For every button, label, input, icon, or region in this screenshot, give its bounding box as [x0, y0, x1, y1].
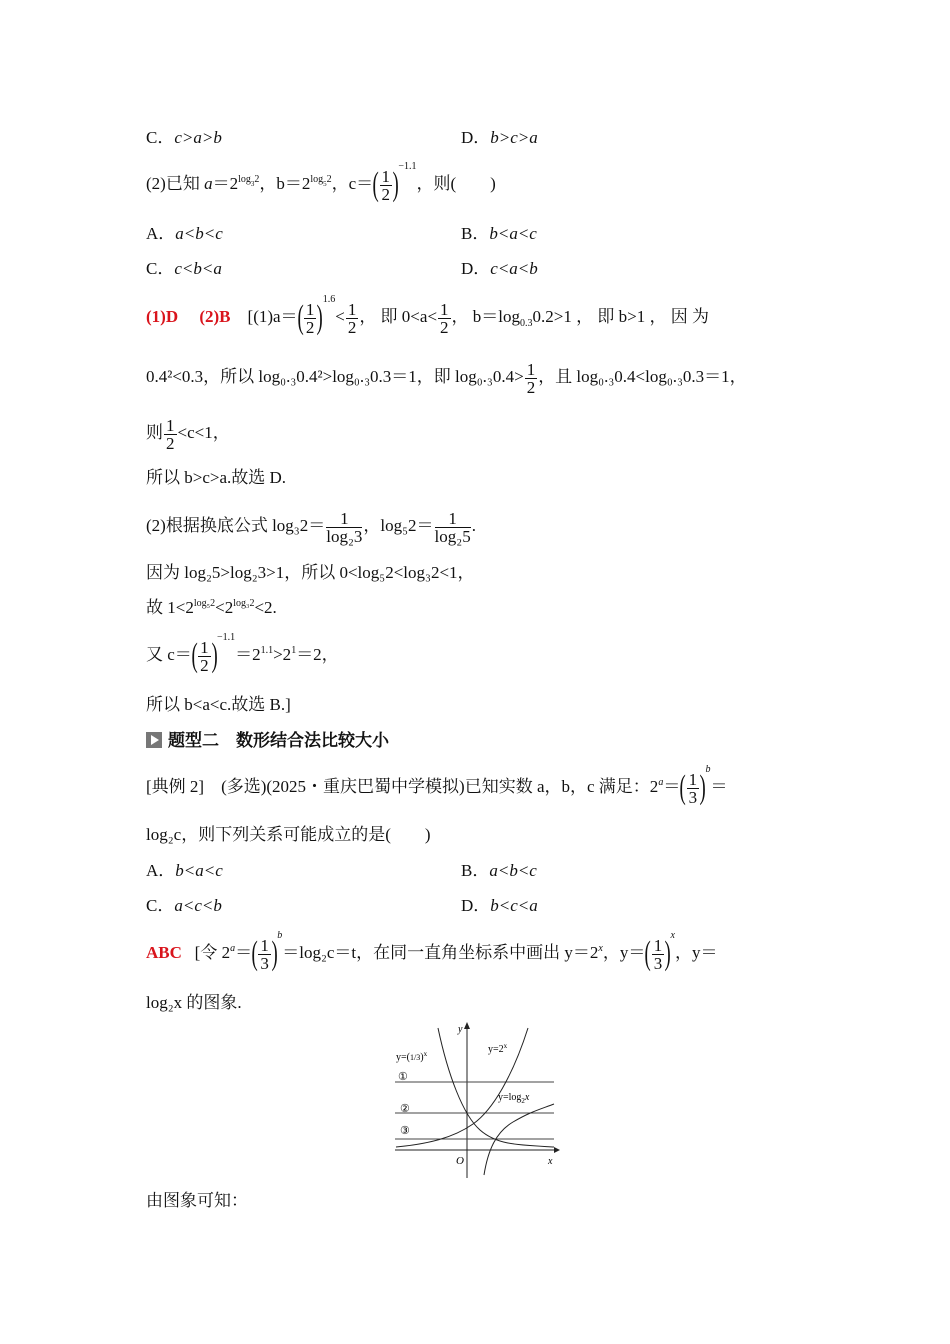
solution-line-5: (2)根据换底公式 log₃2＝ $\frac{1}{\text{log₂3}}$ ，log₅2＝ $\frac{1}{\text{log₂5}}$ . — [146, 508, 476, 546]
solution-line-7: 故 $1<2^{log_52}<2^{log_32}<2$. — [146, 598, 277, 617]
function-graph — [388, 1020, 560, 1180]
label-log2-x: $y=\log_2x$ — [498, 1092, 530, 1105]
y-axis-arrow — [464, 1022, 470, 1029]
origin-label: O — [456, 1155, 464, 1167]
x-axis-arrow — [554, 1147, 560, 1153]
ex2-option-d: D．b<c<a — [461, 896, 538, 915]
section-header: 题型二 数形结合法比较大小 — [146, 730, 389, 752]
solution-line-6: 因为 log₂5>log₂3>1，所以 0<log₅2<log₃2<1， — [146, 563, 475, 582]
final-line: 由图象可知： — [146, 1191, 248, 1210]
solution-line-2: 0.4²<0.3，所以 log₀.₃0.4²>log₀.₃0.3＝1，即 log₀.₃0.4> $\frac{1}{2}$ ，且 log₀.₃0.4<log₀.₃0.3＝1， — [146, 359, 747, 397]
q2-option-d: D．c<a<b — [461, 259, 538, 278]
q2-option-b: B．b<a<c — [461, 224, 537, 243]
x-axis-label: x — [548, 1156, 553, 1167]
q1-option-c: C．c>a>b — [146, 128, 222, 147]
example2-solution-line-2: log₂x 的图象. — [146, 993, 242, 1012]
y-axis-label: y — [458, 1024, 463, 1035]
q2-option-a: A．a<b<c — [146, 224, 223, 243]
solution-line-4: 所以 b>c>a.故选 D. — [146, 468, 287, 487]
ex2-option-a: A．b<a<c — [146, 861, 223, 880]
label-circle-2: ② — [400, 1103, 410, 1115]
q2-option-c: C．c<b<a — [146, 259, 222, 278]
label-one-third-power: $y=(1/3)^x$ — [396, 1050, 428, 1063]
play-triangle-icon — [146, 732, 162, 748]
example2-line-1: [典例 2] (多选)(2025・重庆巴蜀中学模拟)已知实数 a，b，c 满足：$2^a=$( $\frac{1}{3}$ )$^b$＝ — [146, 764, 728, 807]
solution-line-3: 则 $\frac{1}{2}$ <c<1， — [146, 415, 230, 453]
solution-line-1: (1)D (2)B [(1)a＝( $\frac{1}{2}$ )$^{1.6}$< $\frac{1}{2}$ ， 即 0<a< $\frac{1}{2}$ ， $b=\log_{0.3}0.2>1$ ， 即 b>1 ， 因 为 — [146, 294, 709, 337]
solution-line-8: 又 c＝( $\frac{1}{2}$ )$^{-1.1}=2^{1.1}>2^1=2$， — [146, 632, 339, 675]
solution-line-9: 所以 b<a<c.故选 B.] — [146, 695, 291, 714]
curve-2-power-x — [396, 1028, 528, 1147]
ex2-option-c: C．a<c<b — [146, 896, 222, 915]
label-2-power-x: $y=2^x$ — [488, 1042, 508, 1055]
ex2-option-b: B．a<b<c — [461, 861, 537, 880]
q2-stem: (2)已知 $a=2^{log_32}$，$b=2^{log_52}$，c＝( $\frac{1}{2}$ )$^{-1.1}$，则( ) — [146, 161, 496, 204]
label-circle-3: ③ — [400, 1125, 410, 1137]
label-circle-1: ① — [398, 1071, 408, 1083]
example2-line-2: log₂c，则下列关系可能成立的是( ) — [146, 825, 431, 844]
example2-solution-line-1: ABC [令 $2^a=$( $\frac{1}{3}$ )$^b$＝log₂c＝t，在同一直角坐标系中画出 $y=2^x$，y＝( $\frac{1}{3}$ )$^x$，y＝ — [146, 930, 718, 973]
q1-option-d: D．b>c>a — [461, 128, 538, 147]
